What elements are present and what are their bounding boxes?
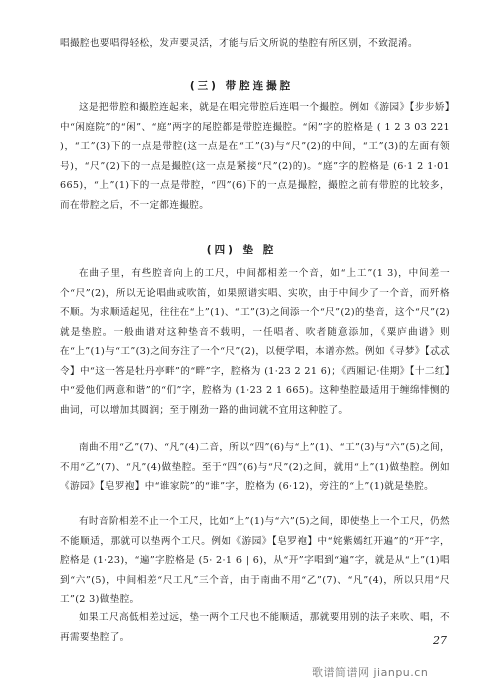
site-watermark: 歌谱简谱网 jianpu.cn xyxy=(312,666,429,679)
page-number: 27 xyxy=(433,634,447,647)
paragraph-dai-qiang: 这是把带腔和撮腔连起来，就是在唱完带腔后连唱一个撮腔。例如《游园》【步步娇】中“闲庭院”的“闲”、“庭”两字的尾腔都是带腔连撮腔。“闲”字的腔格是 ( 1 2 3 03 221 )，“工”(3)下的一点是带腔(这一点是在“工”(3)与“尺”(2)的中间，“工”(3)的左面有领号)，“尺”(2)下的一点是撮腔(这一点是紧接“尺”(2)的)。“庭”字的腔格是 (6·1 2 1·01 665)，“上”(1)下的一点是带腔，“四”(6)下的一点是撮腔，撮腔之前有带腔的比较多，而在带腔之后，不一定都连撮腔。 xyxy=(60,102,450,211)
section-heading-dai-qiang: (三) 带腔连撮腔 xyxy=(189,80,294,92)
section-heading-dian-qiang: (四) 垫 腔 xyxy=(206,244,277,256)
paragraph-dian-qiang-3: 有时音阶相差不止一个工尺，比如“上”(1)与“六”(5)之间，即使垫上一个工尺，仍然不能顺适，那就可以垫两个工尺。例如《游园》【皂罗袍】中“姹紫嫣红开遍”的“开”字，腔格是 (1·23)，“遍”字腔格是 (5· 2·1 6 | 6)，从“开”字唱到“遍”字，就是从“上”(1)唱到“六”(5)，中间相差“尺工凡”三个音，由于南曲不用“乙”(7)、“凡”(4)，所以只用“尺工”(2 3)做垫腔。 xyxy=(60,516,450,605)
paragraph-dian-qiang-4: 如果工尺高低相差过远，垫一两个工尺也不能顺适，那就要用别的法子来吹、唱，不再需要垫腔了。 xyxy=(60,612,450,643)
paragraph-dian-qiang-2: 南曲不用“乙”(7)、“凡”(4)二音，所以“四”(6)与“上”(1)、“工”(3)与“六”(5)之间，不用“乙”(7)、“凡”(4)做垫腔。至于“四”(6)与“尺”(2)之间，就用“上”(1)做垫腔。例如《游园》【皂罗袍】中“谁家院”的“谁”字，腔格为 (6·12)，旁注的“上”(1)就是垫腔。 xyxy=(60,442,450,492)
paragraph-dian-qiang-1: 在曲子里，有些腔音向上的工尺，中间都相差一个音，如“上工”(1 3)，中间差一个“尺”(2)，所以无论唱曲或吹笛，如果照谱实唱、实吹，由于中间少了一个音，而歼格不顺。为求顺适起见，往往在“上”(1)、“工”(3)之间添一个“尺”(2)的垫音，这个“尺”(2)就是垫腔。一般曲谱对这种垫音不载明，一任唱者、吹者随意添加，《粟庐曲谱》则在“上”(1)与“工”(3)之间夯注了一个“尺”(2)，以便学唱，本谱亦然。例如《寻梦》【忒忒令】中“这一答是牡丹亭畔”的“畔”字，腔格为 (1·23 2 21 6)；《西厢记·佳期》【十二红】中“爱他们两意和谐”的“们”字，腔格为 (1·23 2 1 665)。这种垫腔最适用于缠绵悱恻的曲词，可以增加其圆润；至于刚劲一路的曲词就不宜用这种腔了。 xyxy=(60,268,450,416)
paragraph-intro: 唱撮腔也要唱得轻松，发声要灵活，才能与后文所说的垫腔有所区别，不致混淆。 xyxy=(60,38,418,49)
